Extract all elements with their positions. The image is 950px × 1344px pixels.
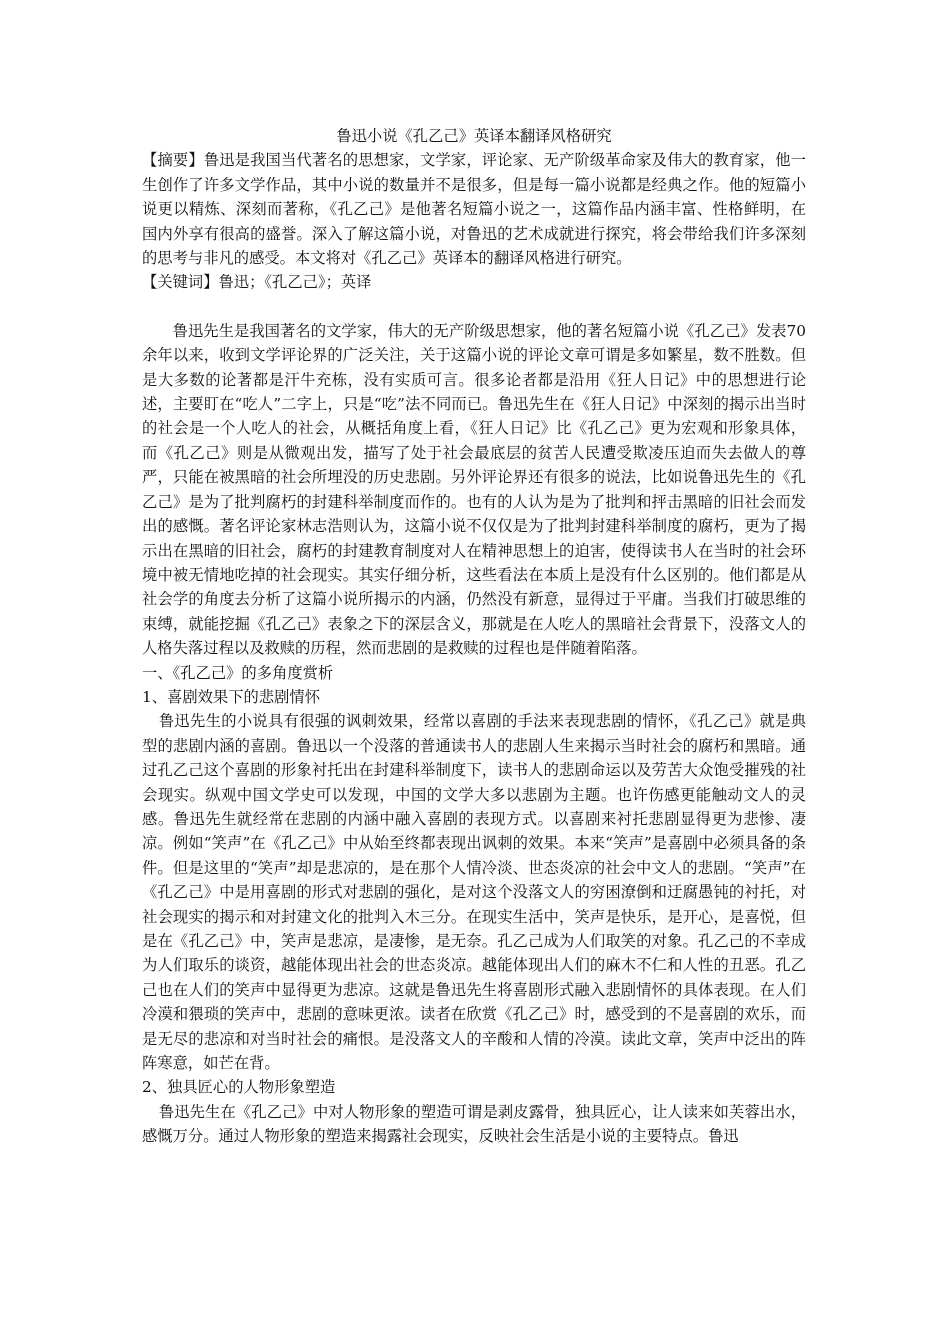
- subsection-2-paragraph: 鲁迅先生在《孔乙己》中对人物形象的塑造可谓是剥皮露骨，独具匠心，让人读来如芙蓉出水，感慨万分。通过人物形象的塑造来揭露社会现实，反映社会生活是小说的主要特点。鲁迅: [142, 1102, 806, 1146]
- blank-line: [142, 295, 806, 319]
- paper-title: 鲁迅小说《孔乙己》英译本翻译风格研究: [336, 127, 612, 145]
- subsection-heading-2: 2、独具匠心的人物形象塑造: [142, 1078, 336, 1097]
- keywords-text: 鲁迅；《孔乙己》；英译: [218, 273, 372, 292]
- abstract-paragraph: [142, 148, 806, 270]
- document-page: [142, 124, 806, 1149]
- section-heading-1: 一、《孔乙己》的多角度赏析: [142, 663, 334, 682]
- abstract-text: 鲁迅是我国当代著名的思想家，文学家，评论家、无产阶级革命家及伟大的教育家，他一生创作了许多文学作品，其中小说的数量并不是很多，但是每一篇小说都是经典之作。他的短篇小说更以精炼、深刻而著称，《孔乙己》是他著名短篇小说之一，这篇作品内涵丰富、性格鲜明，在国内外享有很高的盛誉。深入了解这篇小说，对鲁迅的艺术成就进行探究，将会带给我们许多深刻的思考与非凡的感受。本文将对《孔乙己》英译本的翻译风格进行研究。: [142, 151, 806, 268]
- keywords-paragraph: [142, 270, 806, 294]
- intro-paragraph: 鲁迅先生是我国著名的文学家，伟大的无产阶级思想家，他的著名短篇小说《孔乙己》发表70余年以来，收到文学评论界的广泛关注，关于这篇小说的评论文章可谓是多如繁星，数不胜数。但是大多数的论著都是汗牛充栋，没有实质可言。很多论者都是沿用《狂人日记》中的思想进行论述，主要盯在“吃人”二字上，只是“吃”法不同而已。鲁迅先生在《狂人日记》中深刻的揭示出当时的社会是一个人吃人的社会，从概括角度上看，《狂人日记》比《孔乙己》更为宏观和形象具体，而《孔乙己》则是从微观出发，描写了处于社会最底层的贫苦人民遭受欺凌压迫而失去做人的尊严，只能在被黑暗的社会所埋没的历史悲剧。另外评论界还有很多的说法，比如说鲁迅先生的《孔乙己》是为了批判腐朽的封建科举制度而作的。也有的人认为是为了批判和抨击黑暗的旧社会而发出的感慨。著名评论家林志浩则认为，这篇小说不仅仅是为了批判封建科举制度的腐朽，更为了揭示出在黑暗的旧社会，腐朽的封建教育制度对人在精神思想上的迫害，使得读书人在当时的社会环境中被无情地吃掉的社会现实。其实仔细分析，这些看法在本质上是没有什么区别的。他们都是从社会学的角度去分析了这篇小说所揭示的内涵，仍然没有新意，显得过于平庸。当我们打破思维的束缚，就能挖掘《孔乙己》表象之下的深层含义，那就是在人吃人的黑暗社会背景下，没落文人的人格失落过程以及救赎的历程，然而悲剧的是救赎的过程也是伴随着陷落。: [142, 321, 806, 658]
- subsection-heading-1: 1、喜剧效果下的悲剧情怀: [142, 687, 320, 706]
- abstract-label: 【摘要】: [142, 151, 204, 170]
- subsection-1-paragraph: 鲁迅先生的小说具有很强的讽刺效果，经常以喜剧的手法来表现悲剧的情怀，《孔乙己》就是典型的悲剧内涵的喜剧。鲁迅以一个没落的普通读书人的悲剧人生来揭示当时社会的腐朽和黑暗。通过孔乙己这个喜剧的形象衬托出在封建科举制度下，读书人的悲剧命运以及劳苦大众饱受摧残的社会现实。纵观中国文学史可以发现，中国的文学大多以悲剧为主题。也许伤感更能触动文人的灵感。鲁迅先生就经常在悲剧的内涵中融入喜剧的表现方式。以喜剧来衬托悲剧显得更为悲惨、凄凉。例如“笑声”在《孔乙己》中从始至终都表现出讽刺的效果。本来“笑声”是喜剧中必须具备的条件。但是这里的“笑声”却是悲凉的，是在那个人情冷淡、世态炎凉的社会中文人的悲剧。“笑声”在《孔乙己》中是用喜剧的形式对悲剧的强化，是对这个没落文人的穷困潦倒和迂腐愚钝的衬托，对社会现实的揭示和对封建文化的批判入木三分。在现实生活中，笑声是快乐，是开心，是喜悦，但是在《孔乙己》中，笑声是悲凉，是凄惨，是无奈。孔乙己成为人们取笑的对象。孔乙己的不幸成为人们取乐的谈资，越能体现出社会的世态炎凉。越能体现出人们的麻木不仁和人性的丑恶。孔乙己也在人们的笑声中显得更为悲凉。这就是鲁迅先生将喜剧形式融入悲剧情怀的具体表现。在人们冷漠和猥琐的笑声中，悲剧的意味更浓。读者在欣赏《孔乙己》时，感受到的不是喜剧的欢乐，而是无尽的悲凉和对当时社会的痛恨。是没落文人的辛酸和人情的冷漠。读此文章，笑声中泛出的阵阵寒意，如芒在背。: [142, 712, 806, 1073]
- keywords-label: 【关键词】: [142, 273, 219, 292]
